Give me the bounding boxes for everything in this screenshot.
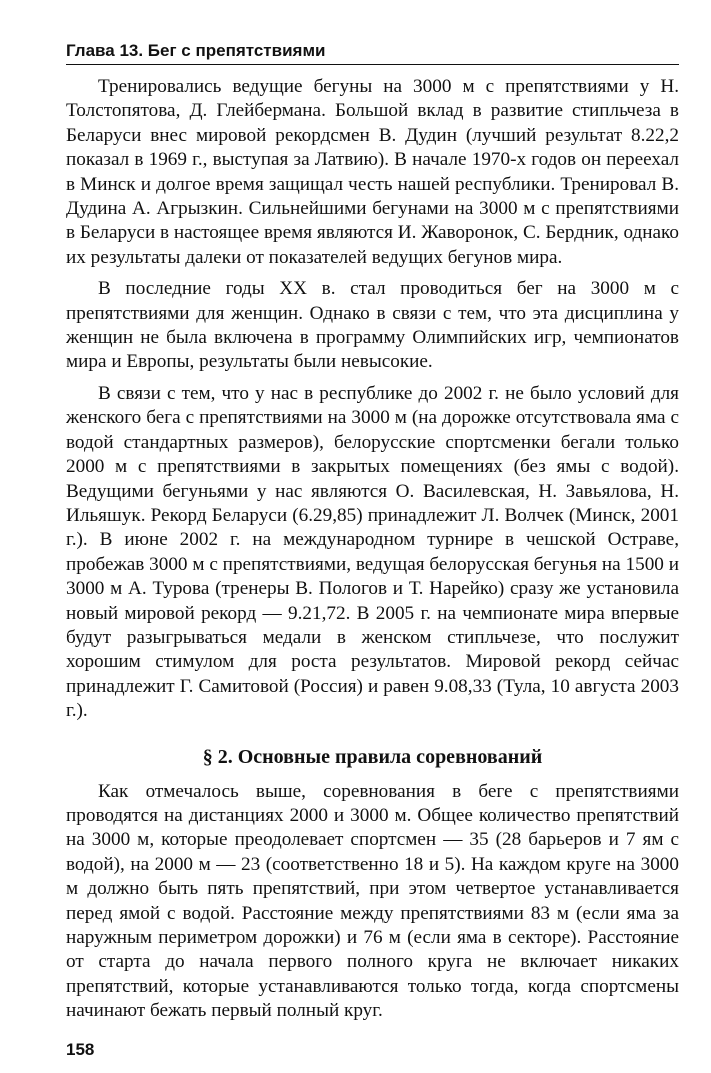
page-number: 158 bbox=[66, 1040, 95, 1059]
paragraph-women-steeplechase: В последние годы XX в. стал проводиться бег на 3000 м с препятствиями для женщин. Однако в связи с тем, что эта дисциплина у женщин не была включена в программу Олимпийских игр, чемпионатов мира и Европы, результаты были невысокие. bbox=[66, 278, 679, 373]
paragraph-belarus-women-records: В связи с тем, что у нас в республике до 2002 г. не было условий для женского бега с препятствиями на 3000 м (на дорожке отсутствовала яма с водой стандартных размеров), белорусские спортсменки бегали только 2000 м с препятствиями в закрытых помещениях (без ямы с водой). Ведущими бегуньями у нас являются О. Василевская, Н. Завьялова, Н. Ильяшук. Рекорд Беларуси (6.29,85) принадлежит Л. Волчек (Минск, 2001 г.). В июне 2002 г. на международном турнире в чешской Остраве, пробежав 3000 м с препятствиями, ведущая белорусская бегунья на 1500 и 3000 м А. Турова (тренеры В. Пологов и Т. Нарейко) сразу же установила новый мировой рекорд — 9.21,72. В 2005 г. на чемпионате мира впервые будут разыгрываться медали в женском стипльчезе, что послужит хорошим стимулом для роста результатов. Мировой рекорд сейчас принадлежит Г. Самитовой (Россия) и равен 9.08,33 (Тула, 10 августа 2003 г.). bbox=[66, 382, 679, 722]
paragraph-competition-rules: Как отмечалось выше, соревнования в беге с препятствиями проводятся на дистанциях 2000 и 3000 м. Общее количество препятствий на 3000 м, которые преодолевает спортсмен — 35 (28 барьеров и 7 ям с водой), на 2000 м — 23 (соответственно 18 и 5). На каждом круге на 3000 м должно быть пять препятствий, при этом четвертое устанавливается перед ямой с водой. Расстояние между препятствиями 83 м (если яма за наружным периметром дорожки) и 76 м (если яма в секторе). Расстояние от старта до начала первого полного круга не включает никаких препятствий, которые устанавливаются только тогда, когда спортсмены начинают бежать первый полный круг. bbox=[66, 780, 679, 1022]
paragraph-dudin-history: Тренировались ведущие бегуны на 3000 м с препятствиями у Н. Толстопятова, Д. Глейбермана. Большой вклад в развитие стипльчеза в Беларуси внес мировой рекордсмен В. Дудин (лучший результат 8.22,2 показал в 1969 г., выступая за Латвию). В начале 1970-х годов он переехал в Минск и долгое время защищал честь нашей республики. Тренировал В. Дудина А. Агрызкин. Сильнейшими бегунами на 3000 м с препятствиями в Беларуси в настоящее время являются И. Жаворонок, С. Бердник, однако их результаты далеки от показателей ведущих бегунов мира. bbox=[66, 76, 679, 268]
running-head: Глава 13. Бег с препятствиями bbox=[66, 40, 679, 65]
section-title: § 2. Основные правила соревнований bbox=[202, 745, 543, 768]
book-page bbox=[66, 40, 679, 1031]
